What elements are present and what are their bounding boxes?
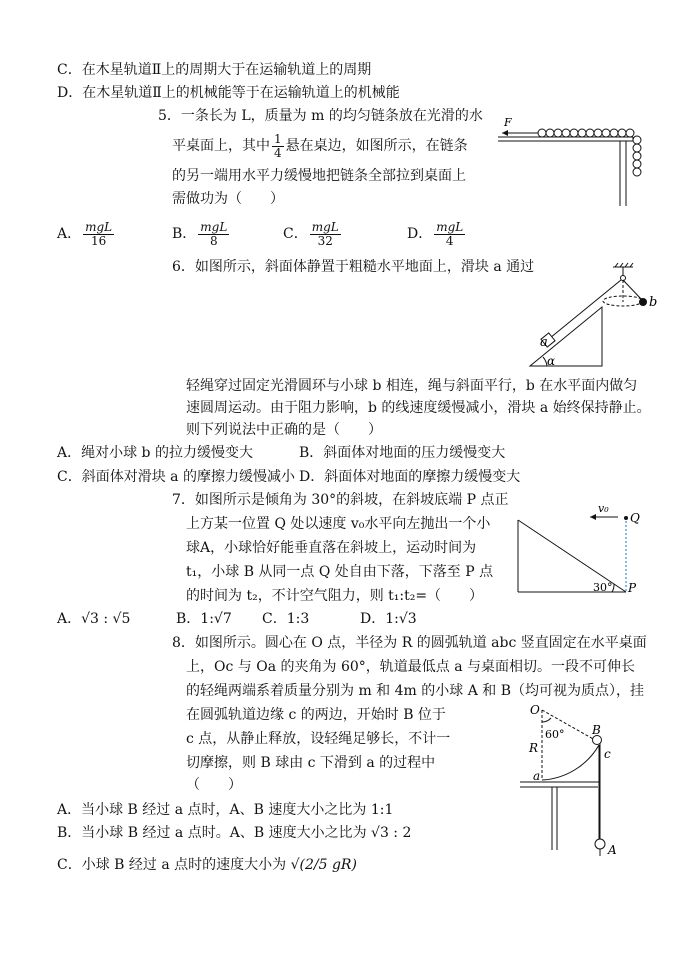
q7-line1: 7．如图所示是倾角为 30°的斜坡，在斜坡底端 P 点正 [172,492,509,508]
q5-option-a: A． $\frac{\text{mgL}}{16}$ [57,219,113,248]
q7-slope-figure [508,500,658,600]
q8-fig-r: R [529,741,539,755]
q8-fig-o: O [530,703,540,717]
q8-arc-figure [520,700,630,860]
q6-option-c: C．斜面体对滑块 a 的摩擦力缓慢减小 [57,469,295,485]
q8-option-c-text: C．小球 B 经过 a 点时的速度大小为 [57,857,287,873]
q5-chain-figure [498,112,658,212]
q6-line2: 轻绳穿过固定光滑圆环与小球 b 相连，绳与斜面平行，b 在水平面内做匀 [186,378,638,394]
q5-option-c: C． $\frac{\text{mgL}}{32}$ [283,219,339,248]
q8-line6: 切摩擦，则 B 球由 c 下滑到 a 的过程中 [186,755,436,771]
q5-option-b: B． $\frac{\text{mgL}}{8}$ [172,219,228,248]
q7-line2: 上方某一位置 Q 处以速度 v₀水平向左抛出一个小 [186,516,491,532]
q5-line3: 的另一端用水平力缓慢地把链条全部拉到桌面上 [172,168,466,184]
q5-line1: 5．一条长为 L，质量为 m 的均匀链条放在光滑的水 [158,108,483,124]
q8-line2: 上，Oc 与 Oa 的夹角为 60°，轨道最低点 a 与桌面相切。一段不可伸长 [186,659,636,675]
q8-line7: （ ） [186,777,242,793]
q7-option-c: C．1:3 [262,611,310,627]
q7-fig-angle: 30° [593,581,613,594]
q7-line4: t₁，小球 B 从同一点 Q 处自由下落，下落至 P 点 [186,564,494,580]
q8-line5: c 点，从静止释放，设轻绳足够长，不计一 [186,731,451,747]
q6-option-b: B．斜面体对地面的压力缓慢变大 [299,445,506,461]
q7-line5: 的时间为 t₂，不计空气阻力，则 t₁:t₂=（ ） [186,588,484,604]
q6-line4: 则下列说法中正确的是（ ） [186,422,382,438]
q7-fig-p: P [628,581,637,595]
q8-fig-a: a [533,769,541,783]
option-c-prev: C．在木星轨道Ⅱ上的周期大于在运输轨道上的周期 [57,62,372,78]
q5-line4: 需做功为（ ） [172,191,284,207]
q6-fig-a: a [540,335,548,350]
q5-line2 [172,128,468,164]
q6-option-d: D．斜面体对地面的摩擦力缓慢变大 [299,469,521,485]
q8-fig-c: c [604,747,611,761]
q8-line4: 在圆弧轨道边缘 c 的两边，开始时 B 位于 [186,707,446,723]
q7-line3: 球A，小球恰好能垂直落在斜坡上，运动时间为 [186,540,477,556]
q8-fig-angle: 60° [545,728,565,741]
q5-line2-pre: 平桌面上，其中 [172,138,270,154]
q8-line3: 的轻绳两端系着质量分别为 m 和 4m 的小球 A 和 B（均可视为质点），挂 [186,683,645,699]
q8-option-a: A．当小球 B 经过 a 点时，A、B 速度大小之比为 1:1 [57,802,394,818]
q8-fig-b: B [592,723,601,737]
q5-line2-post: 悬在桌边，如图所示，在链条 [285,138,468,154]
q6-fig-b: b [649,295,658,310]
q5-fraction: $\frac{1}{4}$ [274,131,282,160]
q8-option-c-expr: √(2/5 gR) [290,857,357,873]
q8-fig-A: A [608,843,617,857]
q6-fig-alpha: α [547,354,556,368]
q8-option-c [57,855,357,875]
q6-line1: 6．如图所示，斜面体静置于粗糙水平地面上，滑块 a 通过 [172,259,535,275]
option-d-prev: D．在木星轨道Ⅱ上的机械能等于在运输轨道上的机械能 [57,85,400,101]
q5-force-label: F [504,116,512,129]
q7-option-d: D．1:√3 [360,611,417,627]
q5-option-d: D． $\frac{\text{mgL}}{4}$ [407,219,464,248]
q7-fig-q: Q [630,511,640,525]
q6-line3: 速圆周运动。由于阻力影响，b 的线速度缓慢减小，滑块 a 始终保持静止。 [186,400,651,416]
q7-fig-v0: v₀ [598,502,609,515]
q6-option-a: A．绳对小球 b 的拉力缓慢变大 [57,445,253,461]
q7-option-a: A．√3 : √5 [57,611,131,627]
q7-option-b: B．1:√7 [176,611,232,627]
q8-line1: 8．如图所示。圆心在 O 点，半径为 R 的圆弧轨道 abc 竖直固定在水平桌面 [172,635,647,651]
q6-incline-figure [525,262,665,374]
q8-option-b: B．当小球 B 经过 a 点时。A、B 速度大小之比为 √3 : 2 [57,825,412,841]
